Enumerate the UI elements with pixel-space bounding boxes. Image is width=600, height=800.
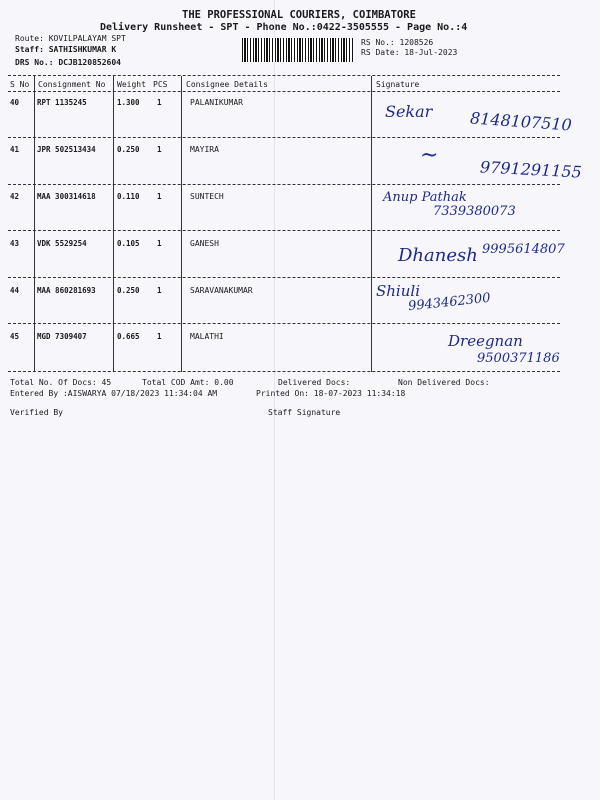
row-consignment: VDK 5529254	[37, 239, 87, 248]
row-consignment: JPR 502513434	[37, 145, 96, 154]
divider	[8, 184, 560, 185]
col-header-weight: Weight	[117, 80, 146, 89]
divider	[8, 230, 560, 231]
row-consignment: MGD 7309407	[37, 332, 87, 341]
row-sno: 44	[10, 286, 20, 295]
col-header-consignment: Consignment No	[38, 80, 106, 89]
divider	[8, 277, 560, 278]
row-pcs: 1	[157, 145, 162, 154]
row-consignee: SUNTECH	[190, 192, 224, 201]
row-pcs: 1	[157, 286, 162, 295]
row-pcs: 1	[157, 239, 162, 248]
staff-signature-label: Staff Signature	[268, 408, 341, 417]
col-header-signature: Signature	[376, 80, 420, 89]
row-signature: Shiuli	[376, 282, 420, 300]
row-consignment: MAA 300314618	[37, 192, 96, 201]
divider	[8, 323, 560, 324]
row-signature: Dhanesh	[398, 245, 478, 266]
column-divider	[113, 76, 114, 372]
entered-by: Entered By :AISWARYA 07/18/2023 11:34:04 AM	[10, 389, 218, 398]
row-weight: 0.250	[117, 145, 140, 154]
divider	[8, 371, 560, 372]
total-docs: Total No. Of Docs: 45	[10, 378, 112, 387]
row-weight: 0.105	[117, 239, 140, 248]
row-pcs: 1	[157, 192, 162, 201]
divider	[8, 75, 560, 76]
route-label: Route: KOVILPALAYAM SPT	[15, 34, 126, 43]
total-cod: Total COD Amt: 0.00	[142, 378, 234, 387]
row-signature-phone: 9943462300	[407, 290, 492, 315]
row-weight: 0.110	[117, 192, 140, 201]
verified-by: Verified By	[10, 408, 63, 417]
rs-date: RS Date: 18-Jul-2023	[361, 48, 458, 57]
row-pcs: 1	[157, 98, 162, 107]
col-header-pcs: PCS	[153, 80, 168, 89]
row-consignment: MAA 860281693	[37, 286, 96, 295]
divider	[8, 91, 560, 92]
column-divider	[371, 76, 372, 372]
row-signature-phone: 9500371186	[477, 351, 560, 366]
row-consignee: MAYIRA	[190, 145, 219, 154]
row-signature: Dreegnan	[448, 332, 523, 350]
row-consignment: RPT 1135245	[37, 98, 87, 107]
row-signature-phone: 9995614807	[482, 242, 565, 257]
row-sno: 45	[10, 332, 20, 341]
company-title: THE PROFESSIONAL COURIERS, COIMBATORE	[182, 9, 416, 21]
row-signature: Sekar	[385, 102, 433, 121]
delivered-docs: Delivered Docs:	[278, 378, 351, 387]
row-pcs: 1	[157, 332, 162, 341]
runsheet-title: Delivery Runsheet - SPT - Phone No.:0422-3505555 - Page No.:4	[100, 22, 468, 33]
row-signature-phone: 8148107510	[469, 108, 573, 135]
drs-number: DRS No.: DCJB120852604	[15, 58, 121, 67]
col-header-consignee: Consignee Details	[186, 80, 268, 89]
row-consignee: GANESH	[190, 239, 219, 248]
barcode	[242, 38, 354, 62]
row-weight: 0.250	[117, 286, 140, 295]
divider	[8, 137, 560, 138]
column-divider	[181, 76, 182, 372]
row-weight: 0.665	[117, 332, 140, 341]
row-consignee: PALANIKUMAR	[190, 98, 243, 107]
paper-fold-line	[274, 0, 275, 800]
row-sno: 42	[10, 192, 20, 201]
row-weight: 1.300	[117, 98, 140, 107]
staff-label: Staff: SATHISHKUMAR K	[15, 45, 117, 54]
non-delivered-docs: Non Delivered Docs:	[398, 378, 490, 387]
row-signature: Anup Pathak	[383, 190, 467, 205]
row-signature-phone: 9791291155	[479, 157, 583, 182]
row-consignee: SARAVANAKUMAR	[190, 286, 253, 295]
column-divider	[34, 76, 35, 372]
col-header-sno: S No	[10, 80, 30, 89]
row-sno: 40	[10, 98, 20, 107]
row-signature-phone: 7339380073	[433, 204, 516, 219]
rs-number: RS No.: 1208526	[361, 38, 434, 47]
row-signature: ~	[420, 143, 439, 168]
row-sno: 41	[10, 145, 20, 154]
printed-on: Printed On: 18-07-2023 11:34:18	[256, 389, 406, 398]
row-consignee: MALATHI	[190, 332, 224, 341]
row-sno: 43	[10, 239, 20, 248]
